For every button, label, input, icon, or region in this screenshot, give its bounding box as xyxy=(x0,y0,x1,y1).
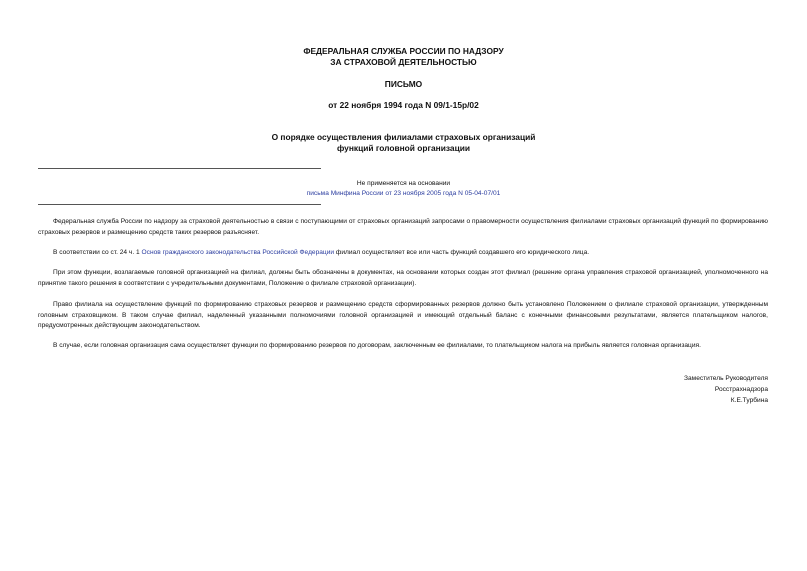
civil-law-link[interactable]: Основ гражданского законодательства Российской Федерации xyxy=(141,249,335,256)
subject-line-1: О порядке осуществления филиалами страховых организаций xyxy=(271,132,536,142)
paragraph-4: Право филиала на осуществление функций по формированию страховых резервов и размещению средств сформированных резервов должно быть установлено Положением о филиале страховой организации, утвержденным головным страховщиком. В таком случае филиал, наделенный указанными полномочиями головной организацией и имеющий отдельный баланс с конечными финансовыми результатами, является плательщиком налогов, предусмотренных действующим законодательством. xyxy=(38,301,768,330)
paragraph-2-start: В соответствии со ст. 24 ч. 1 xyxy=(53,249,142,256)
subject-line-2: функций головной организации xyxy=(336,143,471,153)
divider-top xyxy=(38,168,321,169)
signatory-position: Заместитель Руководителя xyxy=(684,375,768,382)
document-subject xyxy=(0,132,807,154)
signatory-organization: Росстрахнадзора xyxy=(714,386,768,393)
document-type: ПИСЬМО xyxy=(384,79,423,89)
status-note-link[interactable]: письма Минфина России от 23 ноября 2005 года N 05-04-07/01 xyxy=(306,190,501,197)
issuing-agency xyxy=(0,46,807,68)
signature-block xyxy=(684,373,768,406)
paragraph-2 xyxy=(38,248,768,259)
paragraph-3: При этом функции, возлагаемые головной организацией на филиал, должны быть обозначены в документах, на основании которых создан этот филиал (решение органа управления страховой организацией, уполномоченного на принятие такого решения в соответствии с учредительными документами, Положение о филиале страховой организации). xyxy=(38,269,768,287)
paragraph-1: Федеральная служба России по надзору за страховой деятельностью в связи с поступающими от страховых организаций запросами о правомерности осуществления филиалами страховых организаций функций по формированию страховых резервов и размещению средств таких резервов разъясняет. xyxy=(38,218,768,236)
agency-line-2: ЗА СТРАХОВОЙ ДЕЯТЕЛЬНОСТЬЮ xyxy=(330,57,477,67)
status-note xyxy=(0,179,807,199)
divider-bottom xyxy=(38,204,321,205)
signatory-name: К.Е.Турбина xyxy=(730,397,768,404)
paragraph-5: В случае, если головная организация сама осуществляет функции по формированию резервов по договорам, заключенным ее филиалами, то плательщиком налога на прибыль является головная организация. xyxy=(53,342,701,349)
paragraph-2-end: филиал осуществляет все или часть функций создавшего его юридического лица. xyxy=(334,249,590,256)
agency-line-1: ФЕДЕРАЛЬНАЯ СЛУЖБА РОССИИ ПО НАДЗОРУ xyxy=(303,46,504,56)
status-note-text: Не применяется на основании xyxy=(356,180,451,187)
document-date-number: от 22 ноября 1994 года N 09/1-15р/02 xyxy=(328,100,479,110)
